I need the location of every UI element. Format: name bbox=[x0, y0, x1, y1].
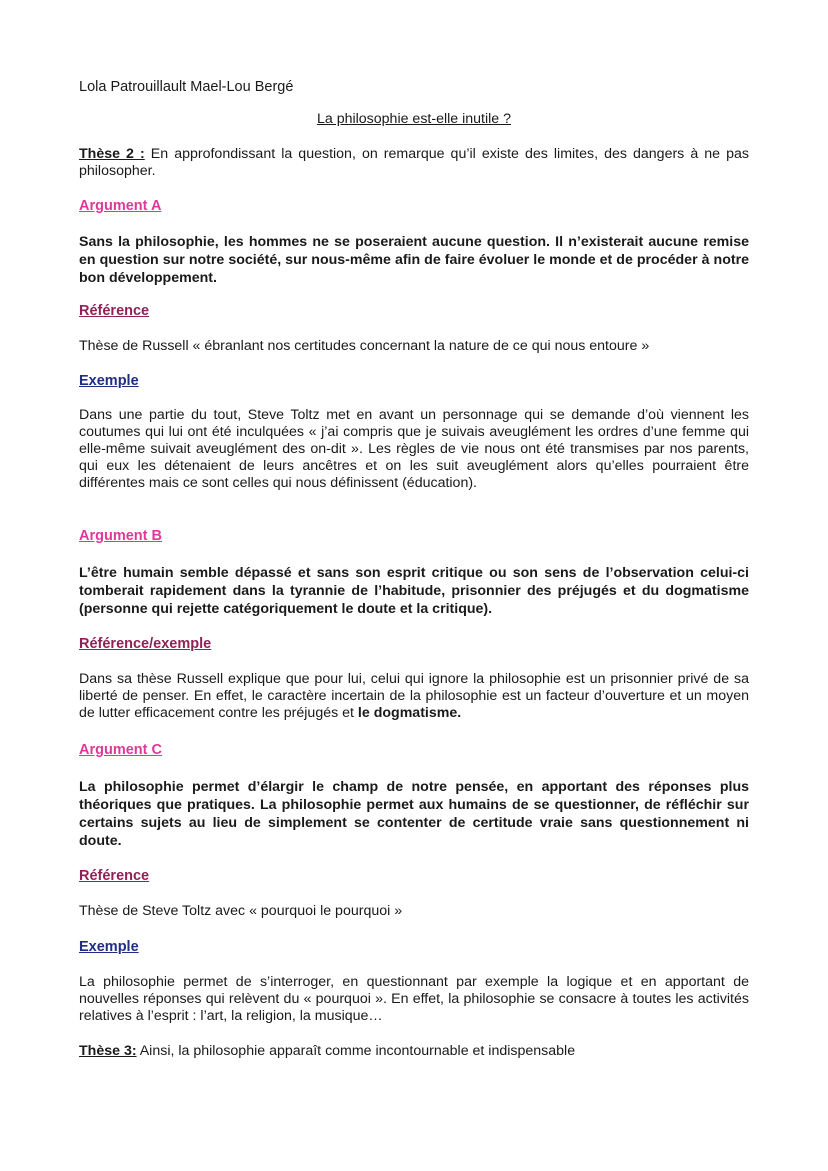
these-2-label: Thèse 2 : bbox=[79, 146, 145, 162]
argument-a-heading: Argument A bbox=[79, 198, 162, 214]
authors: Lola Patrouillault Mael-Lou Bergé bbox=[79, 79, 294, 95]
these-3-label: Thèse 3: bbox=[79, 1043, 137, 1059]
these-2-text: En approfondissant la question, on remarque qu’il existe des limites, des dangers à ne pas philosopher. bbox=[79, 146, 749, 179]
argument-a-reference-text: Thèse de Russell « ébranlant nos certitudes concernant la nature de ce qui nous entoure » bbox=[79, 338, 650, 354]
document-title: La philosophie est-elle inutile ? bbox=[316, 111, 512, 127]
argument-b-heading: Argument B bbox=[79, 528, 162, 544]
argument-c-example-heading: Exemple bbox=[79, 939, 139, 955]
argument-b-text: L’être humain semble dépassé et sans son esprit critique ou son sens de l’observation celui-ci tomberait rapidement dans la tyrannie de l’habitude, prisonnier des préjugés et du dogmatisme (personne qui rejette catégoriquement le doute et la critique). bbox=[79, 565, 749, 617]
argument-b-refex-heading: Référence/exemple bbox=[79, 636, 212, 652]
argument-c-reference-heading: Référence bbox=[79, 868, 150, 884]
these-3-paragraph bbox=[79, 1043, 749, 1060]
argument-b-refex-bold: le dogmatisme. bbox=[357, 705, 462, 721]
argument-c-reference-text: Thèse de Steve Toltz avec « pourquoi le pourquoi » bbox=[79, 903, 403, 919]
argument-a-example-heading: Exemple bbox=[79, 373, 139, 389]
argument-b-refex-body: Dans sa thèse Russell explique que pour lui, celui qui ignore la philosophie est un prisonnier privé de sa liberté de penser. En effet, le caractère incertain de la philosophie est un facteur d’ouverture et un moyen de lutter efficacement contre les préjugés et bbox=[79, 671, 749, 721]
these-2-paragraph bbox=[79, 146, 749, 180]
argument-c-text: La philosophie permet d’élargir le champ de notre pensée, en apportant des réponses plus théoriques que pratiques. La philosophie permet aux humains de se questionner, de réfléchir sur certains sujets au lieu de simplement se contenter de certitude vraie sans questionnement ni doute. bbox=[79, 779, 749, 849]
argument-c-heading: Argument C bbox=[79, 742, 162, 758]
argument-c-example-text: La philosophie permet de s’interroger, en questionnant par exemple la logique et en apportant de nouvelles réponses qui relèvent du « pourquoi ». En effet, la philosophie se consacre à toutes les activités relatives à l’esprit : l’art, la religion, la musique… bbox=[79, 974, 749, 1024]
argument-a-reference-heading: Référence bbox=[79, 303, 150, 319]
argument-b-refex-text bbox=[79, 671, 749, 722]
these-3-text: Ainsi, la philosophie apparaît comme incontournable et indispensable bbox=[136, 1043, 576, 1059]
argument-a-example-text: Dans une partie du tout, Steve Toltz met en avant un personnage qui se demande d’où viennent les coutumes qui lui ont été inculquées « j’ai compris que je suivais aveuglément les ordres d’une femme qui elle-même suivait aveuglément des on-dit ». Les règles de vie nous ont été transmises par nos parents, qui eux les détenaient de leurs ancêtres et on les suit aveuglément alors qu’elles pourraient être différentes mais ce sont celles qui nous définissent (éducation). bbox=[79, 407, 749, 491]
argument-a-text: Sans la philosophie, les hommes ne se poseraient aucune question. Il n’existerait aucune remise en question sur notre société, sur nous-même afin de faire évoluer le monde et de procéder à notre bon développement. bbox=[79, 234, 749, 286]
